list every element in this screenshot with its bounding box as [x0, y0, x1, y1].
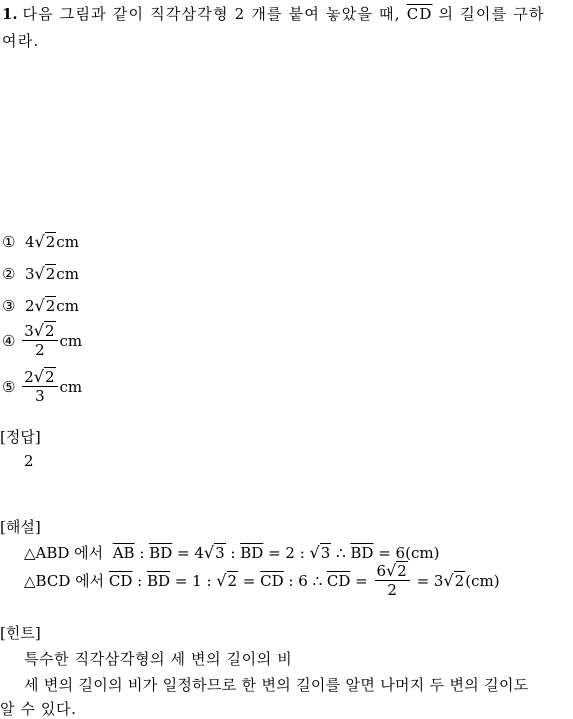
fraction-coef: 6 — [376, 562, 387, 580]
choice-fraction — [22, 322, 57, 359]
choice-unit: cm — [56, 297, 79, 315]
radicand: 3 — [320, 544, 331, 562]
math-text: = 3 — [411, 571, 444, 590]
sqrt: √2 — [34, 232, 56, 251]
choice-coef: 3 — [25, 265, 35, 283]
segment: $\overline{BD}$ — [149, 544, 173, 562]
answer-label: [정답] — [0, 428, 41, 446]
sqrt: √2 — [443, 571, 465, 590]
choice-denominator: 2 — [35, 341, 45, 359]
fraction-denominator: 2 — [387, 581, 397, 599]
segment: $\overline{BD}$ — [240, 544, 264, 562]
choice-coef: 2 — [24, 368, 34, 386]
segment: $\overline{BD}$ — [350, 544, 374, 562]
explanation-line-1 — [24, 542, 439, 563]
math-text: = — [350, 571, 373, 590]
math-text: ∴ — [331, 544, 351, 562]
choice-radicand: 2 — [44, 368, 55, 386]
radicand: 2 — [397, 562, 407, 580]
choice-radicand: 2 — [45, 297, 56, 315]
sqrt: √2 — [386, 561, 407, 580]
question-number: 1. — [2, 5, 18, 23]
hint-line-2: 세 변의 길이의 비가 일정하므로 한 변의 길이를 알면 나머지 두 변의 길이도 — [24, 676, 529, 694]
choice-coef: 3 — [24, 322, 34, 340]
choice-marker: ⑤ — [2, 377, 16, 396]
explanation-line-2 — [24, 562, 500, 599]
choice-marker: ② — [2, 265, 16, 283]
explanation-fraction — [375, 562, 410, 599]
hint-line-3: 알 수 있다. — [0, 700, 77, 718]
choice-1[interactable] — [2, 232, 79, 251]
choice-marker: ③ — [2, 297, 16, 315]
math-text: = 1 : — [170, 571, 217, 590]
hint-label: [힌트] — [0, 624, 41, 642]
choice-unit: cm — [59, 331, 83, 350]
segment: $\overline{CD}$ — [260, 571, 284, 590]
answer-value: 2 — [24, 452, 34, 470]
triangle-label: △BCD 에서 — [24, 572, 105, 590]
sqrt: √2 — [33, 321, 55, 340]
question-text — [22, 5, 544, 23]
choice-unit: cm — [56, 233, 79, 251]
sqrt: √2 — [34, 296, 56, 315]
choice-unit: cm — [59, 377, 83, 396]
sqrt: √2 — [33, 367, 55, 386]
segment: $\overline{BD}$ — [146, 571, 171, 590]
math-text: = 4 — [172, 544, 204, 562]
math-text: = — [238, 571, 261, 590]
math-text: = 2 : — [263, 544, 310, 562]
radicand: 2 — [227, 572, 238, 590]
question-line-2: 여라. — [2, 32, 40, 50]
choice-fraction — [22, 368, 57, 405]
math-text: : — [225, 544, 241, 562]
choice-4[interactable] — [2, 322, 82, 359]
math-text: : — [134, 544, 150, 562]
sqrt: √2 — [216, 571, 238, 590]
explanation-label: [해설] — [0, 518, 41, 536]
triangle-label: △ABD 에서 — [24, 544, 104, 562]
choice-radicand: 2 — [45, 265, 56, 283]
radicand: 2 — [454, 572, 465, 590]
question-text-before: 다음 그림과 같이 직각삼각형 2 개를 붙여 놓았을 때, — [22, 5, 407, 23]
choice-coef: 4 — [25, 233, 35, 251]
sqrt: √3 — [203, 543, 225, 562]
choice-unit: cm — [56, 265, 79, 283]
math-text: = 6(cm) — [373, 544, 440, 562]
sqrt: √2 — [34, 264, 56, 283]
hint-line-1: 특수한 직각삼각형의 세 변의 길이의 비 — [24, 650, 293, 668]
segment: $\overline{AB}$ — [112, 544, 135, 562]
question-line-1 — [2, 3, 545, 24]
math-text: : — [132, 571, 147, 590]
choice-5[interactable] — [2, 368, 82, 405]
question-segment: $\overline{CD}$ — [406, 5, 433, 23]
math-text: (cm) — [465, 571, 500, 590]
choice-radicand: 2 — [44, 322, 55, 340]
choice-coef: 2 — [25, 297, 35, 315]
choice-marker: ④ — [2, 331, 16, 350]
choice-radicand: 2 — [45, 233, 56, 251]
question-text-after: 의 길이를 구하 — [432, 5, 545, 23]
choice-3[interactable] — [2, 296, 79, 315]
choice-marker: ① — [2, 233, 16, 251]
segment: $\overline{CD}$ — [108, 571, 133, 590]
sqrt: √3 — [309, 543, 331, 562]
math-text: : 6 ∴ — [283, 571, 327, 590]
choice-denominator: 3 — [35, 387, 45, 405]
segment: $\overline{CD}$ — [326, 571, 351, 590]
choice-2[interactable] — [2, 264, 79, 283]
radicand: 3 — [215, 544, 225, 562]
